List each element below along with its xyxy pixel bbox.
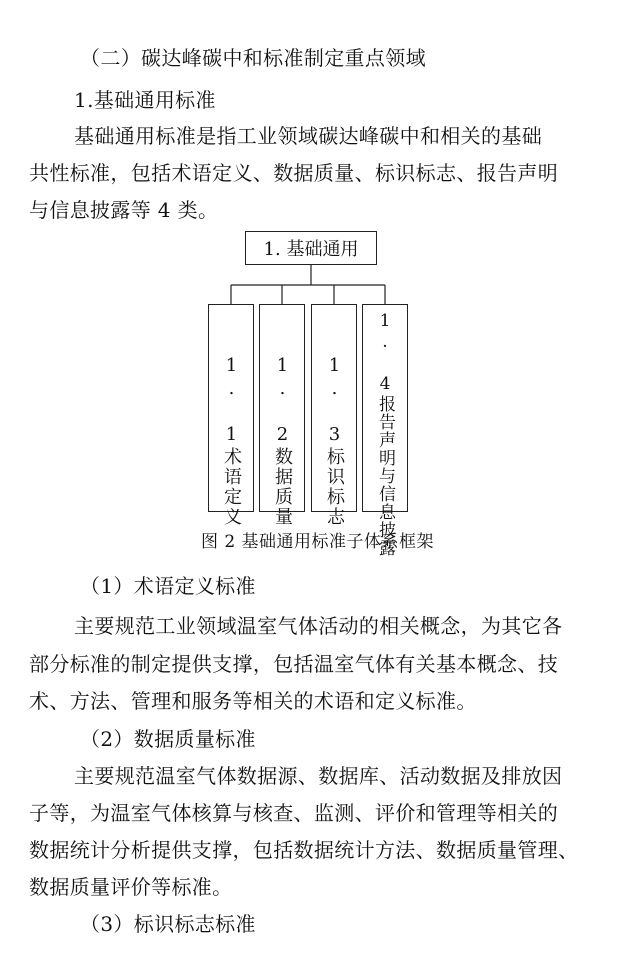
figure-caption: 图 2 基础通用标准子体系框架 <box>200 532 435 552</box>
intro-line-2: 共性标准，包括术语定义、数据质量、标识标志、报告声明 <box>29 161 559 185</box>
subheading-basic-general: 1.基础通用标准 <box>74 88 216 112</box>
figure-child-label-3: 1. 3标识标志 <box>324 355 345 527</box>
section-heading: （二）碳达峰碳中和标准制定重点领域 <box>80 46 426 70</box>
figure-child-box-4 <box>362 304 408 557</box>
data-quality-line-3: 数据统计分析提供支撑，包括数据统计方法、数据质量管理、 <box>29 838 579 862</box>
figure-root-label: 1. 基础通用 <box>263 239 359 260</box>
data-quality-line-1: 主要规范温室气体数据源、数据库、活动数据及排放因 <box>74 764 563 788</box>
terminology-line-3: 术、方法、管理和服务等相关的术语和定义标准。 <box>29 689 477 713</box>
figure-root-box <box>245 231 377 265</box>
intro-line-3: 与信息披露等 4 类。 <box>29 198 219 222</box>
intro-line-1: 基础通用标准是指工业领域碳达峰碳中和相关的基础 <box>74 124 543 148</box>
figure-child-box-3 <box>311 304 357 527</box>
terminology-line-1: 主要规范工业领域温室气体活动的相关概念，为其它各 <box>74 614 563 638</box>
data-quality-line-4: 数据质量评价等标准。 <box>29 875 233 899</box>
figure-child-label-4: 1. 4报告声明与信息披露 <box>375 311 395 557</box>
figure-child-box-1 <box>208 304 254 527</box>
subsection-title-data-quality: （2）数据质量标准 <box>80 727 256 751</box>
subsection-title-terminology: （1）术语定义标准 <box>80 574 256 598</box>
figure-child-label-1: 1. 1术语定义 <box>221 355 242 527</box>
subsection-title-labeling: （3）标识标志标准 <box>80 912 256 936</box>
figure-child-label-2: 1. 2数据质量 <box>272 355 293 527</box>
figure-child-box-2 <box>259 304 305 527</box>
terminology-line-2: 部分标准的制定提供支撑，包括温室气体有关基本概念、技 <box>29 652 559 676</box>
data-quality-line-2: 子等，为温室气体核算与核查、监测、评价和管理等相关的 <box>29 801 559 825</box>
